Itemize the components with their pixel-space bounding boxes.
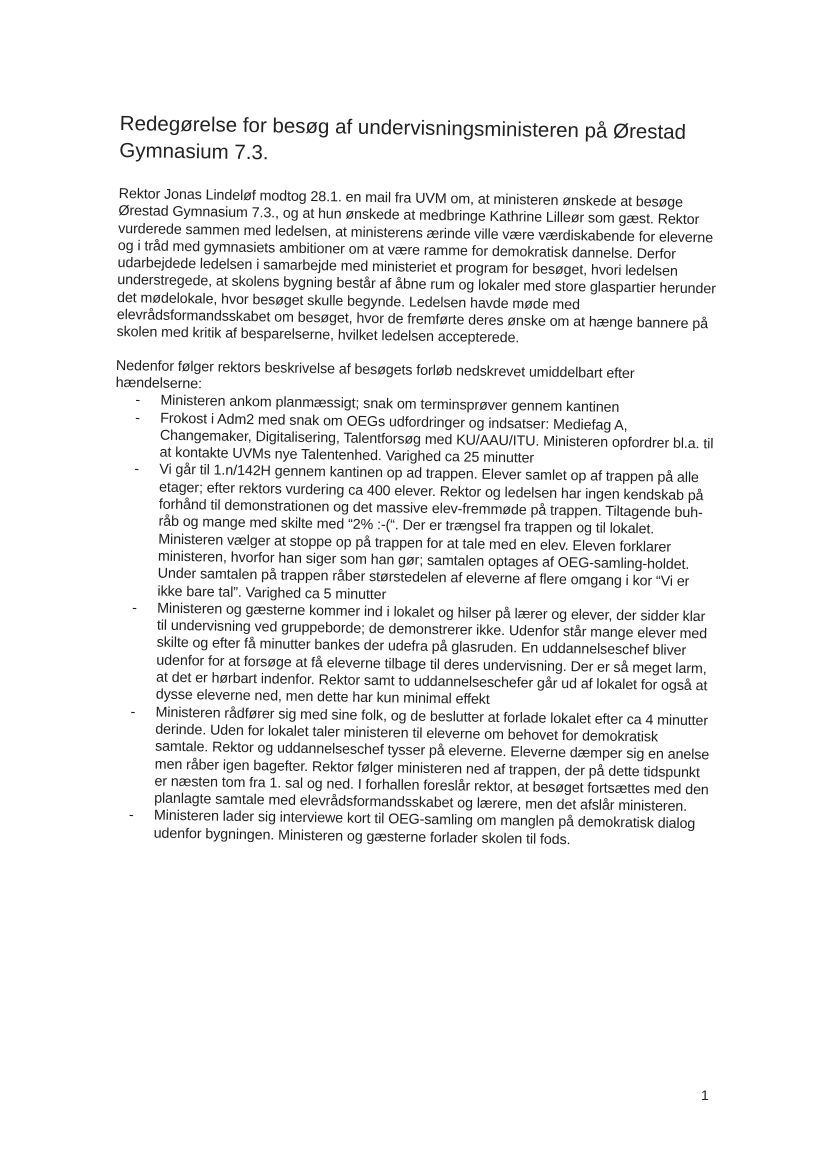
event-list xyxy=(109,392,716,851)
list-dash: - xyxy=(132,600,137,617)
list-item xyxy=(114,410,715,471)
list-item xyxy=(111,600,713,713)
list-dash: - xyxy=(128,807,134,824)
page-number: 1 xyxy=(701,1087,709,1103)
list-dash: - xyxy=(130,703,136,720)
list-item-text: Ministeren og gæsterne kommer ind i lokalet og hilser på lærer og elever, der sidder klar til undervisning ved gruppeborde; de demonstrerer ikke. Udenfor står mange elever med skilte og efter få minutter bankes der udefra på glasruden. En uddannelseschef bliver udenfor for at forsøge at få eleverne tilbage til deres undervisning. Der er så meget larm, at det er hørbart indenfor. Rektor samt to uddannelseschefer går ud af lokalet for også at dysse eleverne ned, men dette har kun minimal effekt xyxy=(155,600,708,709)
list-item-text: Ministeren ankom planmæssigt; snak om terminsprøver gennem kantinen xyxy=(160,392,620,417)
list-dash: - xyxy=(135,409,140,426)
list-item-text: Frokost i Adm2 med snak om OEGs udfordringer og indsatser: Mediefag A, Changemaker, Digitalisering, Talentforsøg med KU/AAU/ITU. Ministeren opfordrer bl.a. til at kontakte UVMs nye Talentenhed. Varighed ca 25 minutter xyxy=(159,410,714,467)
list-item-text: Vi går til 1.n/142H gennem kantinen op ad trappen. Elever samlet op af trappen på alle etager; efter rektors vurdering ca 400 elever. Rektor og ledelsen har ingen kendskab på forhånd til demonstrationen og det massive elev-fremmøde på trappen. Tiltagende buh-råb og mange med skilte med “2% :-(“. Der er trængsel fra trappen og til lokalet. Ministeren vælger at stoppe op på trappen for at tale med en elev. Eleven forklarer ministeren, hvorfor han siger som han gør; samtalen optages af OEG-samling-holdet. Under samtalen på trappen råber størstedelen af eleverne af flere omgang i kor “Vi er ikke bare tal”. Varighed ca 5 minutter xyxy=(157,462,704,603)
list-item xyxy=(109,704,711,817)
list-item xyxy=(112,461,714,609)
list-item-text: Ministeren lader sig interviewe kort til OEG-samling om manglen på demokratisk dialog udenfor bygningen. Ministeren og gæsterne forlader skolen til fods. xyxy=(153,808,696,848)
list-dash: - xyxy=(134,461,140,478)
intro-paragraph: Rektor Jonas Lindeløf modtog 28.1. en mail fra UVM om, at ministeren ønskede at besøge Ørestad Gymnasium 7.3., og at hun ønskede at medbringe Kathrine Lilleør som gæst. Rektor vurderede sammen med ledelsen, at ministerens ærinde ville være værdiskabende for eleverne og i tråd med gymnasiets ambitioner om at være ramme for demokratisk dannelse. Derfor udarbejdede ledelsen i samarbejde med ministeriet et program for besøget, hvori ledelsen understregede, at skolens bygning består af åbne rum og lokaler med store glaspartier herunder det mødelokale, hvor besøget skulle begynde. Ledelsen havde møde med elevrådsformandsskabet om besøget, hvor de fremførte deres ønske om at hænge bannere på skolen med kritik af besparelserne, hvilket ledelsen accepterede. xyxy=(116,185,716,347)
document-body xyxy=(109,110,720,851)
list-item-text: Ministeren rådfører sig med sine folk, og de beslutter at forlade lokalet efter ca 4 minutter derinde. Uden for lokalet taler ministeren til eleverne om behovet for demokratisk samtale. Rektor og uddannelseschef tysser på eleverne. Eleverne dæmper sig en anelse men råber igen bagefter. Rektor følger ministeren ned af trappen, der på dette tidspunkt er næsten tom fra 1. sal og ned. I forhallen foreslår rektor, at besøget fortsættes med den planlagte samtale med elevrådsformandsskabet og lærere, men det afslår ministeren. xyxy=(154,704,710,816)
document-title: Redegørelse for besøg af undervisningsministeren på Ørestad Gymnasium 7.3. xyxy=(119,111,687,165)
list-intro-paragraph: Nedenfor følger rektors beskrivelse af besøgets forløb nedskrevet umiddelbart efter hændelserne: xyxy=(115,357,635,393)
list-dash: - xyxy=(135,392,141,409)
